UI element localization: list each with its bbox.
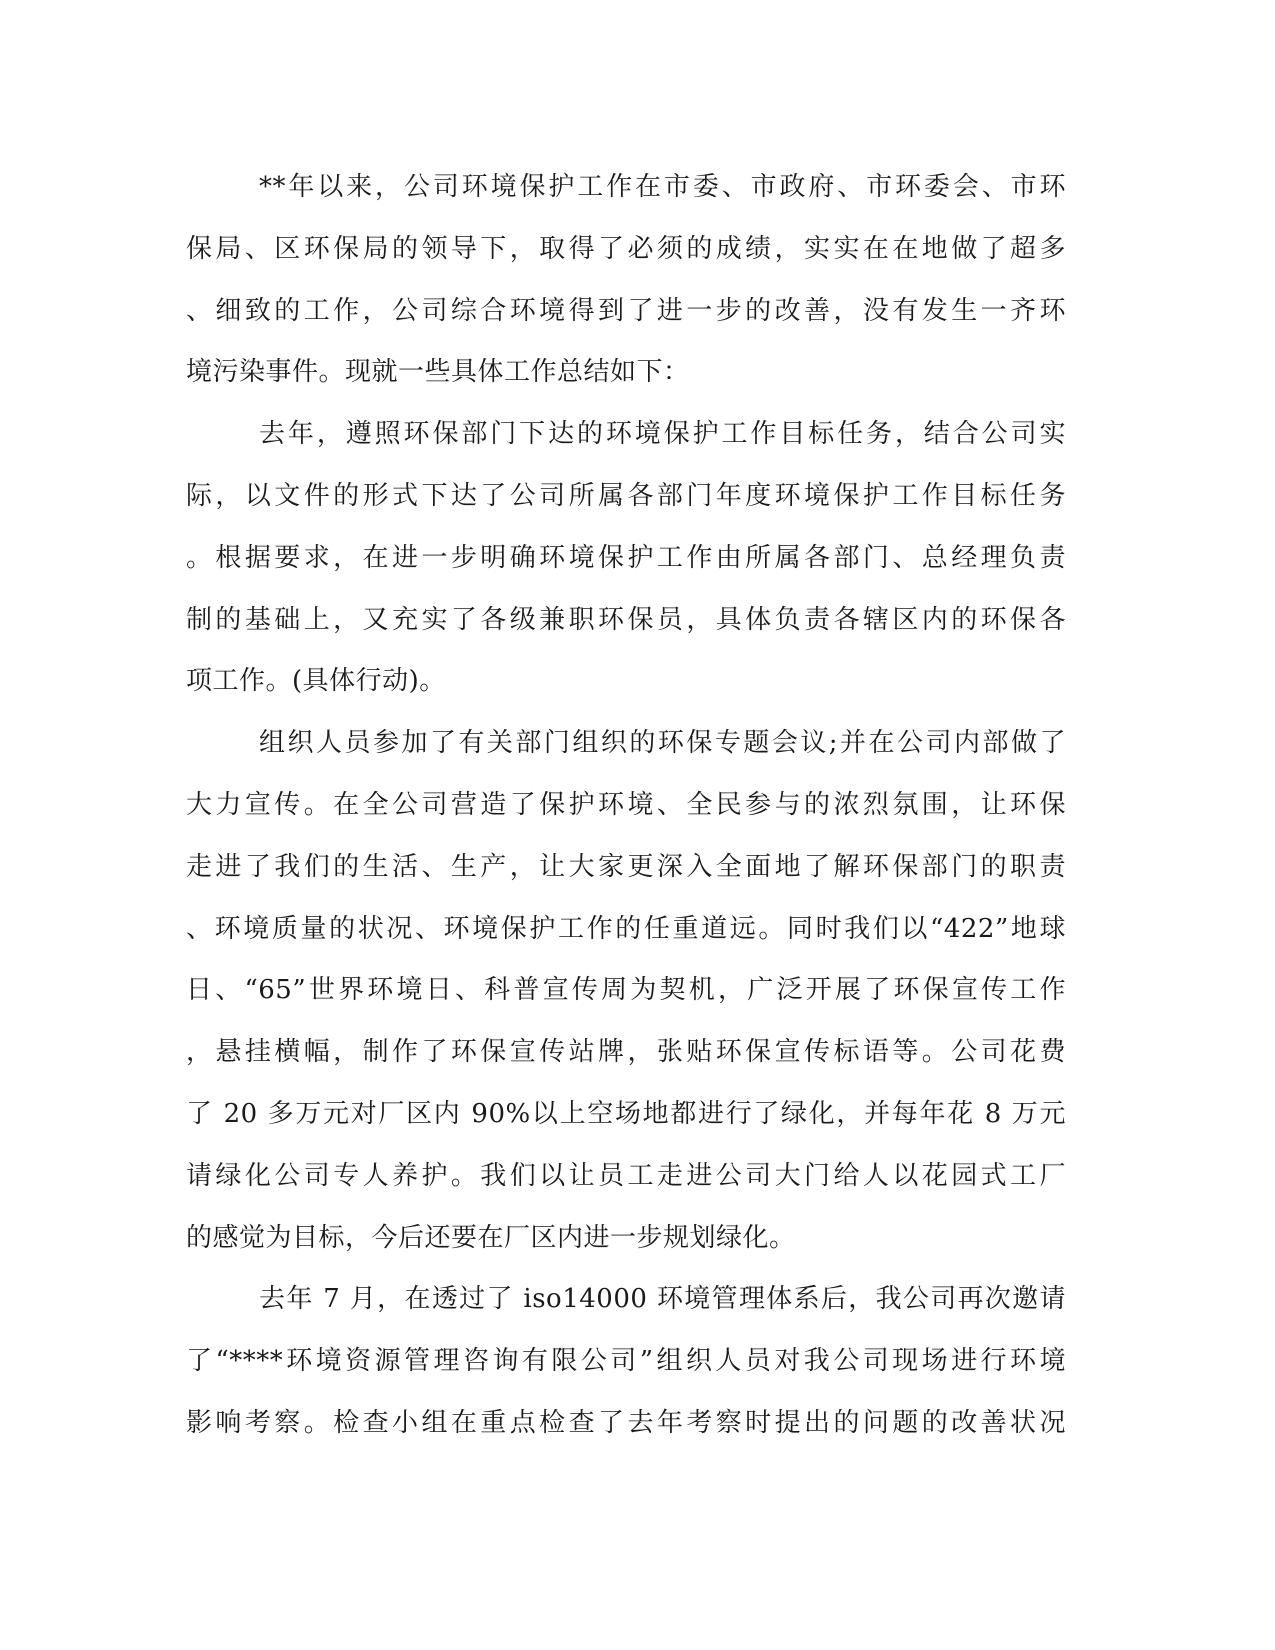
text-line: 。根据要求，在进一步明确环境保护工作由所属各部门、总经理负责 (186, 542, 1066, 573)
text-line: 境污染事件。现就一些具体工作总结如下： (186, 357, 690, 388)
text-line: 、细致的工作，公司综合环境得到了进一步的改善，没有发生一齐环 (186, 295, 1066, 326)
text-line: **年以来，公司环境保护工作在市委、市政府、市环委会、市环 (259, 172, 1066, 202)
text-line: 了 20 多万元对厂区内 90%以上空场地都进行了绿化，并每年花 8 万元 (186, 1098, 1066, 1129)
text-line: 制的基础上，又充实了各级兼职环保员，具体负责各辖区内的环保各 (186, 604, 1066, 635)
text-line: ，悬挂横幅，制作了环保宣传站牌，张贴环保宣传标语等。公司花费 (186, 1037, 1066, 1068)
text-line: 走进了我们的生活、生产，让大家更深入全面地了解环保部门的职责 (186, 851, 1066, 882)
text-line: 大力宣传。在全公司营造了保护环境、全民参与的浓烈氛围，让环保 (186, 789, 1066, 820)
text-line: 保局、区环保局的领导下，取得了必须的成绩，实实在在地做了超多 (186, 233, 1066, 264)
text-line: 请绿化公司专人养护。我们以让员工走进公司大门给人以花园式工厂 (186, 1160, 1066, 1191)
text-line: 际，以文件的形式下达了公司所属各部门年度环境保护工作目标任务 (186, 480, 1066, 511)
text-line: 去年，遵照环保部门下达的环境保护工作目标任务，结合公司实 (259, 419, 1066, 450)
text-line: 去年 7 月，在透过了 iso14000 环境管理体系后，我公司再次邀请 (259, 1284, 1066, 1315)
text-line: 、环境质量的状况、环境保护工作的任重道远。同时我们以“422”地球 (186, 913, 1066, 944)
text-line: 了“****环境资源管理咨询有限公司”组织人员对我公司现场进行环境 (186, 1346, 1066, 1377)
text-line: 影响考察。检查小组在重点检查了去年考察时提出的问题的改善状况 (186, 1407, 1066, 1438)
text-line: 组织人员参加了有关部门组织的环保专题会议;并在公司内部做了 (259, 728, 1066, 759)
text-line: 项工作。(具体行动)。 (186, 666, 446, 697)
text-line: 日、“65”世界环境日、科普宣传周为契机，广泛开展了环保宣传工作 (186, 975, 1066, 1006)
document-body (186, 157, 1066, 1455)
text-line: 的感觉为目标，今后还要在厂区内进一步规划绿化。 (186, 1222, 796, 1253)
